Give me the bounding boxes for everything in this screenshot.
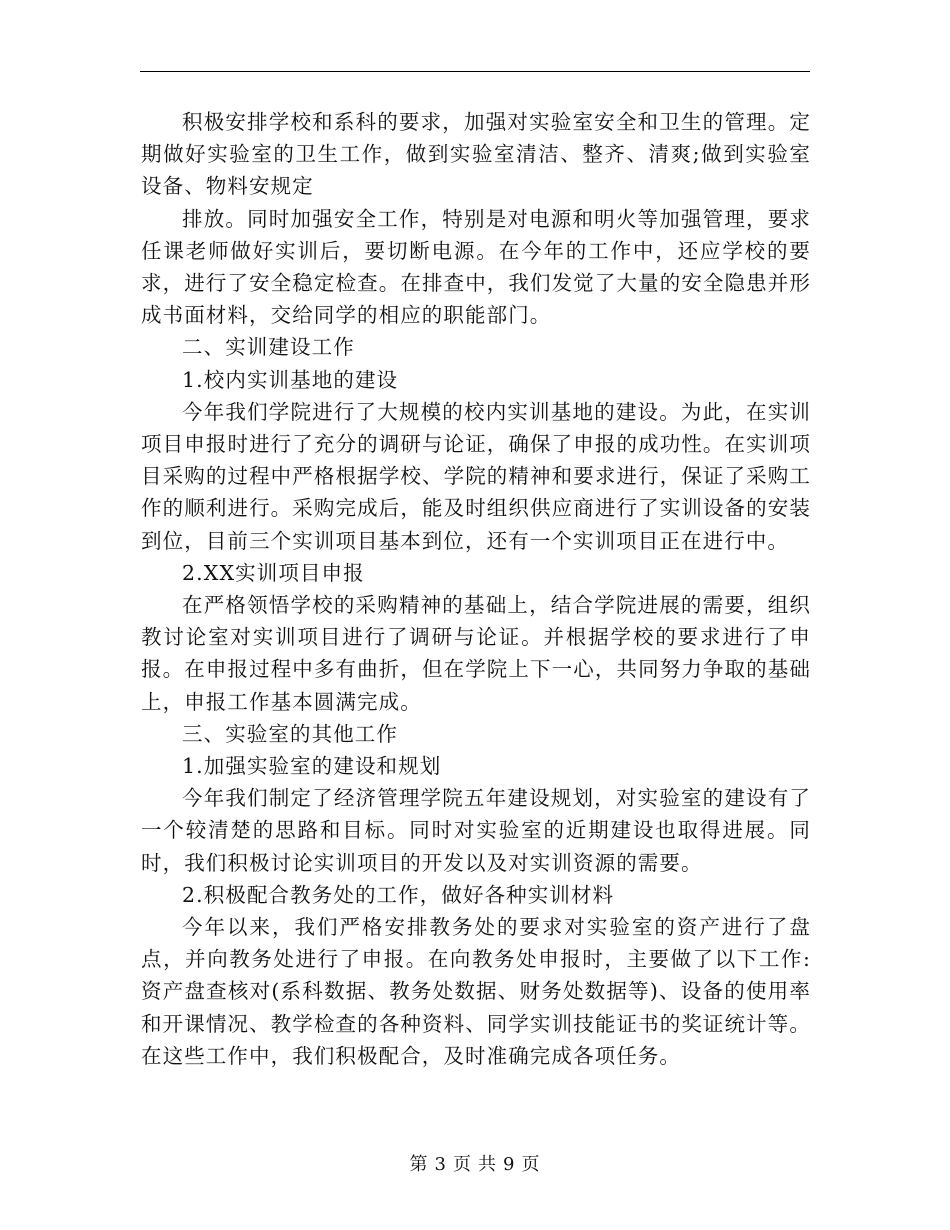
paragraph: 今年以来，我们严格安排教务处的要求对实验室的资产进行了盘点，并向教务处进行了申报。在向教务处申报时，主要做了以下工作:资产盘查核对(系科数据、教务处数据、财务处数据等)、设备的使用率和开课情况、教学检查的各种资料、同学实训技能证书的奖证统计等。在这些工作中，我们积极配合，及时准确完成各项任务。 — [141, 915, 811, 1068]
footer-page-label: 页 — [453, 1154, 472, 1175]
header-rule — [140, 71, 810, 72]
page-footer — [0, 1150, 950, 1176]
section-heading: 三、实验室的其他工作 — [182, 721, 398, 746]
paragraph: 在严格领悟学校的采购精神的基础上，结合学院进展的需要，组织教讨论室对实训项目进行了调研与论证。并根据学校的要求进行了申报。在申报过程中多有曲折，但在学院上下一心，共同努力争取的基础上，申报工作基本圆满完成。 — [141, 593, 811, 714]
section-heading: 二、实训建设工作 — [182, 335, 355, 360]
subsection-heading: 1.加强实验室的建设和规划 — [182, 754, 442, 779]
document-body — [141, 106, 811, 1072]
total-page-number: 9 — [503, 1154, 516, 1175]
footer-total-label: 共 — [478, 1154, 497, 1175]
footer-prefix: 第 — [409, 1154, 429, 1175]
paragraph: 今年我们制定了经济管理学院五年建设规划，对实验室的建设有了一个较清楚的思路和目标。同时对实验室的近期建设也取得进展。同时，我们积极讨论实训项目的开发以及对实训资源的需要。 — [141, 786, 811, 875]
subsection-heading: 2.积极配合教务处的工作，做好各种实训材料 — [182, 882, 615, 907]
paragraph: 积极安排学校和系科的要求，加强对实验室安全和卫生的管理。定期做好实验室的卫生工作，做到实验室清洁、整齐、清爽;做到实验室设备、物料安规定 — [141, 110, 811, 199]
subsection-heading: 2.XX实训项目申报 — [182, 560, 365, 585]
paragraph: 排放。同时加强安全工作，特别是对电源和明火等加强管理，要求任课老师做好实训后，要切断电源。在今年的工作中，还应学校的要求，进行了安全稳定检查。在排查中，我们发觉了大量的安全隐患并形成书面材料，交给同学的相应的职能部门。 — [141, 206, 811, 328]
paragraph: 今年我们学院进行了大规模的校内实训基地的建设。为此，在实训项目申报时进行了充分的调研与论证，确保了申报的成功性。在实训项目采购的过程中严格根据学校、学院的精神和要求进行，保证了采购工作的顺利进行。采购完成后，能及时组织供应商进行了实训设备的安装到位，目前三个实训项目基本到位，还有一个实训项目正在进行中。 — [141, 399, 811, 553]
subsection-heading: 1.校内实训基地的建设 — [182, 367, 399, 392]
current-page-number: 3 — [434, 1154, 447, 1175]
footer-suffix: 页 — [521, 1154, 541, 1175]
